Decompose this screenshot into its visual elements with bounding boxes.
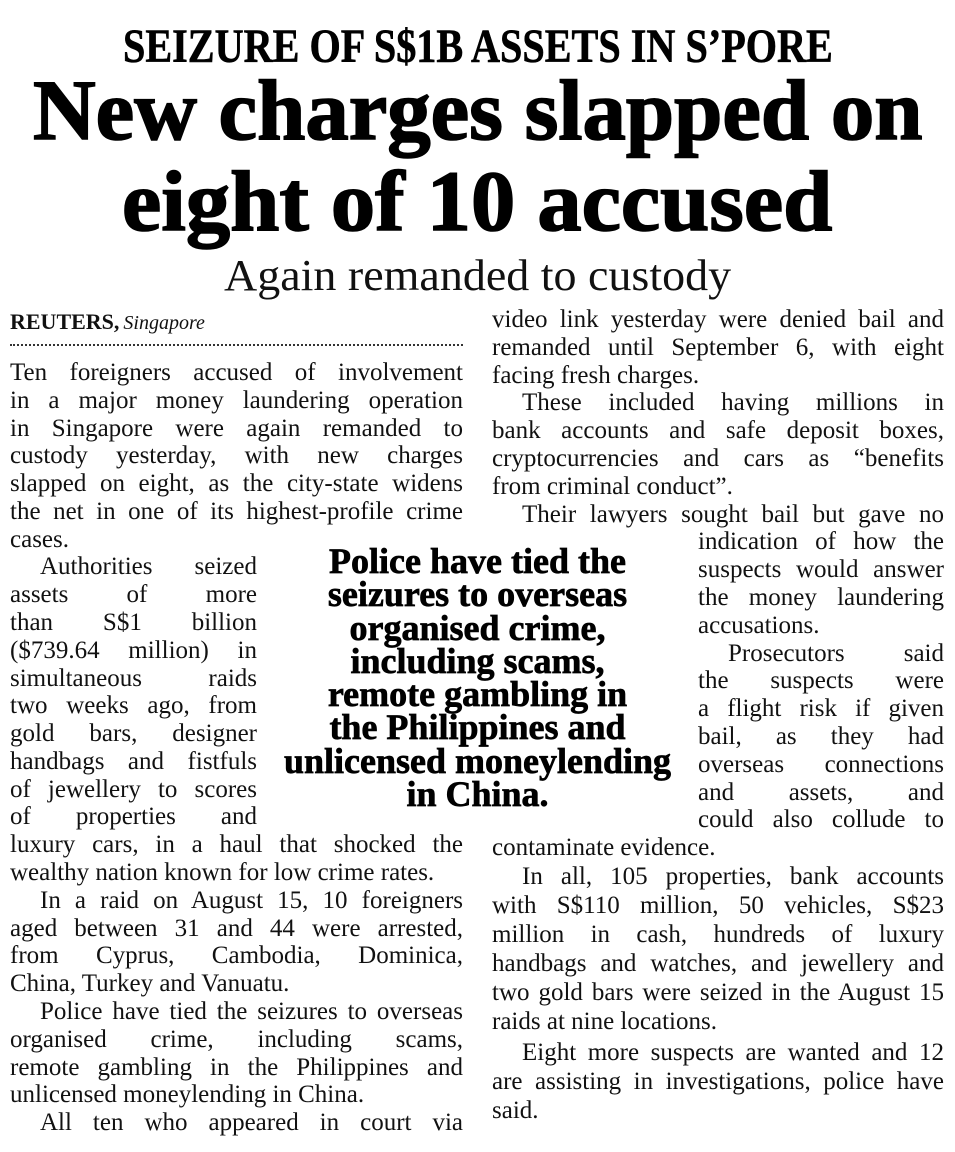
pull-quote-line: remote gambling in bbox=[327, 674, 628, 715]
pull-quote-line: unlicensed moneylending bbox=[283, 740, 672, 781]
text-line: a flight risk if given bbox=[698, 695, 944, 723]
text-line: Their lawyers sought bail but gave no bbox=[522, 500, 944, 528]
text-line: in a major money laundering operation bbox=[10, 386, 463, 414]
text-line: the suspects were bbox=[698, 667, 944, 695]
text-line: China, Turkey and Vanuatu. bbox=[10, 970, 290, 998]
pull-quote-line: organised crime, bbox=[349, 607, 606, 648]
text-line: organised crime, including scams, bbox=[10, 1025, 463, 1053]
text-line: Authorities seized bbox=[40, 553, 257, 581]
text-line: luxury cars, in a haul that shocked the bbox=[10, 831, 463, 859]
text-line: Eight more suspects are wanted and 12 bbox=[522, 1039, 944, 1066]
text-line: simultaneous raids bbox=[10, 664, 257, 692]
text-line: the net in one of its highest-profile crime bbox=[10, 497, 463, 525]
text-line: cases. bbox=[10, 525, 69, 553]
text-line: raids at nine locations. bbox=[492, 1008, 717, 1035]
text-line: assets of more bbox=[10, 581, 257, 609]
pull-quote-line: seizures to overseas bbox=[327, 574, 628, 615]
byline-dateline: Singapore bbox=[123, 312, 205, 334]
text-line: overseas connections bbox=[698, 750, 944, 778]
text-line: the money laundering bbox=[698, 584, 944, 611]
pull-quote-line: in China. bbox=[406, 774, 549, 815]
text-line: ($739.64 million) in bbox=[10, 636, 257, 664]
text-line: Ten foreigners accused of involvement bbox=[10, 359, 463, 386]
text-line: with S$110 million, 50 vehicles, S$23 bbox=[492, 892, 944, 919]
text-line: unlicensed moneylending in China. bbox=[10, 1081, 365, 1109]
text-line: could also collude to bbox=[698, 806, 944, 834]
text-line: accusations. bbox=[698, 611, 820, 639]
text-line: contaminate evidence. bbox=[492, 834, 716, 862]
text-line: All ten who appeared in court via bbox=[40, 1109, 463, 1137]
text-line: facing fresh charges. bbox=[492, 361, 700, 389]
text-line: in Singapore were again remanded to bbox=[10, 414, 463, 442]
subheadline-text: Again remanded to custody bbox=[223, 251, 732, 300]
text-line: of properties and bbox=[10, 803, 257, 831]
text-line: two weeks ago, from bbox=[10, 692, 257, 720]
text-line: slapped on eight, as the city-state widens bbox=[10, 470, 463, 498]
text-line: suspects would answer bbox=[698, 556, 944, 584]
pull-quote-line: including scams, bbox=[350, 640, 605, 681]
text-line: than S$1 billion bbox=[10, 609, 257, 637]
text-line: indication of how the bbox=[698, 528, 944, 556]
text-line: two gold bars were seized in the August 15 bbox=[492, 979, 944, 1006]
pull-quote-line: Police have tied the bbox=[329, 541, 626, 581]
byline-agency: REUTERS, bbox=[10, 309, 120, 334]
text-line: are assisting in investigations, police have bbox=[492, 1068, 944, 1095]
text-line: In all, 105 properties, bank accounts bbox=[522, 863, 944, 890]
text-line: These included having millions in bbox=[522, 389, 944, 417]
text-line: bail, as they had bbox=[698, 723, 944, 750]
text-line: handbags and fistfuls bbox=[10, 747, 257, 775]
text-line: million in cash, hundreds of luxury bbox=[492, 921, 944, 948]
text-line: and assets, and bbox=[698, 778, 944, 806]
text-line: handbags and watches, and jewellery and bbox=[492, 950, 944, 977]
text-line: Prosecutors said bbox=[728, 639, 944, 667]
text-line: of jewellery to scores bbox=[10, 775, 257, 803]
text-line: remote gambling in the Philippines and bbox=[10, 1053, 463, 1081]
kicker-text: SEIZURE OF S$1B ASSETS IN S’PORE bbox=[122, 20, 833, 73]
text-line: remanded until September 6, with eight bbox=[492, 333, 944, 361]
text-line: Police have tied the seizures to overseas bbox=[40, 997, 463, 1025]
text-line: from Cyprus, Cambodia, Dominica, bbox=[10, 942, 463, 970]
text-line: gold bars, designer bbox=[10, 720, 257, 748]
text-line: In a raid on August 15, 10 foreigners bbox=[40, 886, 463, 914]
text-line: said. bbox=[492, 1097, 539, 1124]
pull-quote-line: the Philippines and bbox=[329, 707, 626, 748]
text-line: video link yesterday were denied bail and bbox=[492, 306, 944, 333]
headline-line-2: eight of 10 accused bbox=[122, 153, 833, 249]
text-line: custody yesterday, with new charges bbox=[10, 442, 463, 470]
text-line: cryptocurrencies and cars as “benefits bbox=[492, 445, 944, 472]
text-line: bank accounts and safe deposit boxes, bbox=[492, 417, 944, 445]
headline-line-1: New charges slapped on bbox=[32, 62, 923, 158]
text-line: aged between 31 and 44 were arrested, bbox=[10, 914, 463, 942]
text-line: wealthy nation known for low crime rates. bbox=[10, 859, 435, 887]
text-line: from criminal conduct”. bbox=[492, 472, 733, 500]
pull-quote bbox=[270, 541, 685, 815]
